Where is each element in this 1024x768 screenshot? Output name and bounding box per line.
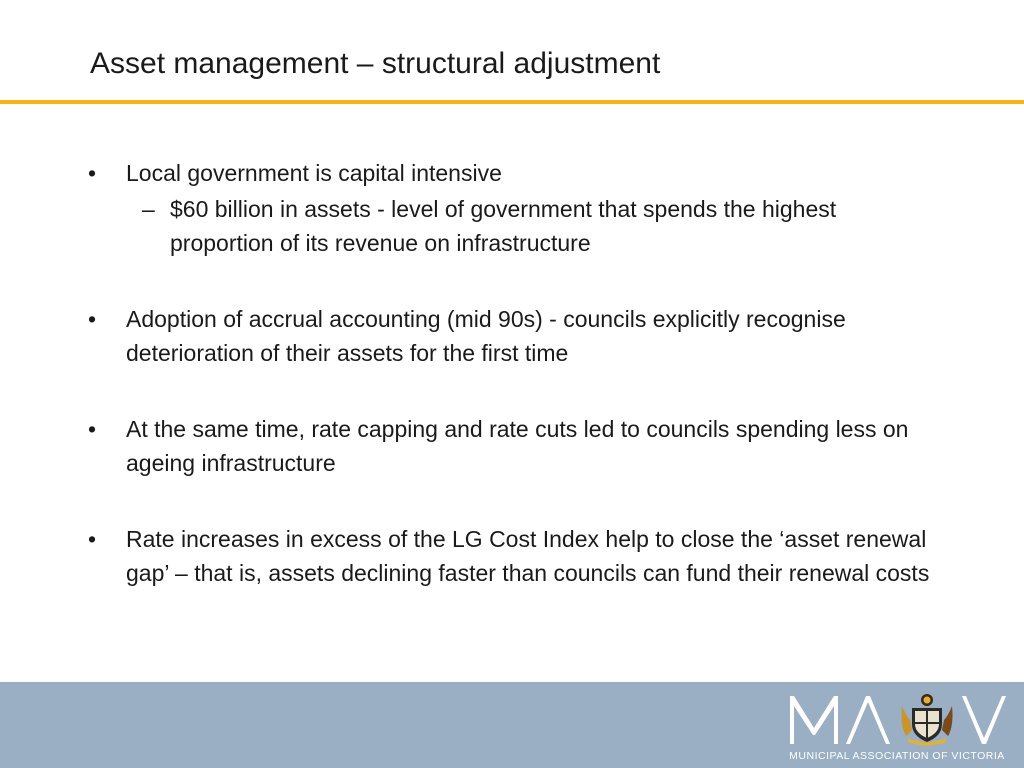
bullet-text: Adoption of accrual accounting (mid 90s) - councils explicitly recognise deterioration of their assets for the first time	[126, 306, 846, 366]
bullet-marker: •	[88, 306, 97, 332]
bullet-item	[0, 302, 956, 370]
mav-logo-letters	[784, 686, 1010, 748]
bullet-text: Rate increases in excess of the LG Cost Index help to close the ‘asset renewal gap’ – that is, assets declining faster than councils can fund their renewal costs	[126, 526, 930, 586]
bullet-item	[0, 156, 956, 190]
logo-caption: MUNICIPAL ASSOCIATION OF VICTORIA	[789, 750, 1005, 762]
bullet-text: Local government is capital intensive	[126, 160, 502, 186]
title-divider	[0, 100, 1024, 104]
bullet-list	[0, 156, 1024, 590]
sub-bullet-marker: –	[142, 196, 155, 222]
bullet-item	[0, 412, 956, 480]
mav-logo	[784, 686, 1010, 766]
bullet-marker: •	[88, 416, 97, 442]
bullet-item	[0, 522, 956, 590]
coat-of-arms-icon	[902, 694, 953, 746]
slide-title: Asset management – structural adjustment	[90, 47, 661, 80]
bullet-marker: •	[88, 160, 97, 186]
sub-bullet-text: $60 billion in assets - level of government that spends the highest proportion of its revenue on infrastructure	[170, 196, 837, 256]
bullet-marker: •	[88, 526, 97, 552]
sub-bullet-item	[0, 192, 930, 260]
bullet-text: At the same time, rate capping and rate cuts led to councils spending less on ageing infrastructure	[126, 416, 909, 476]
